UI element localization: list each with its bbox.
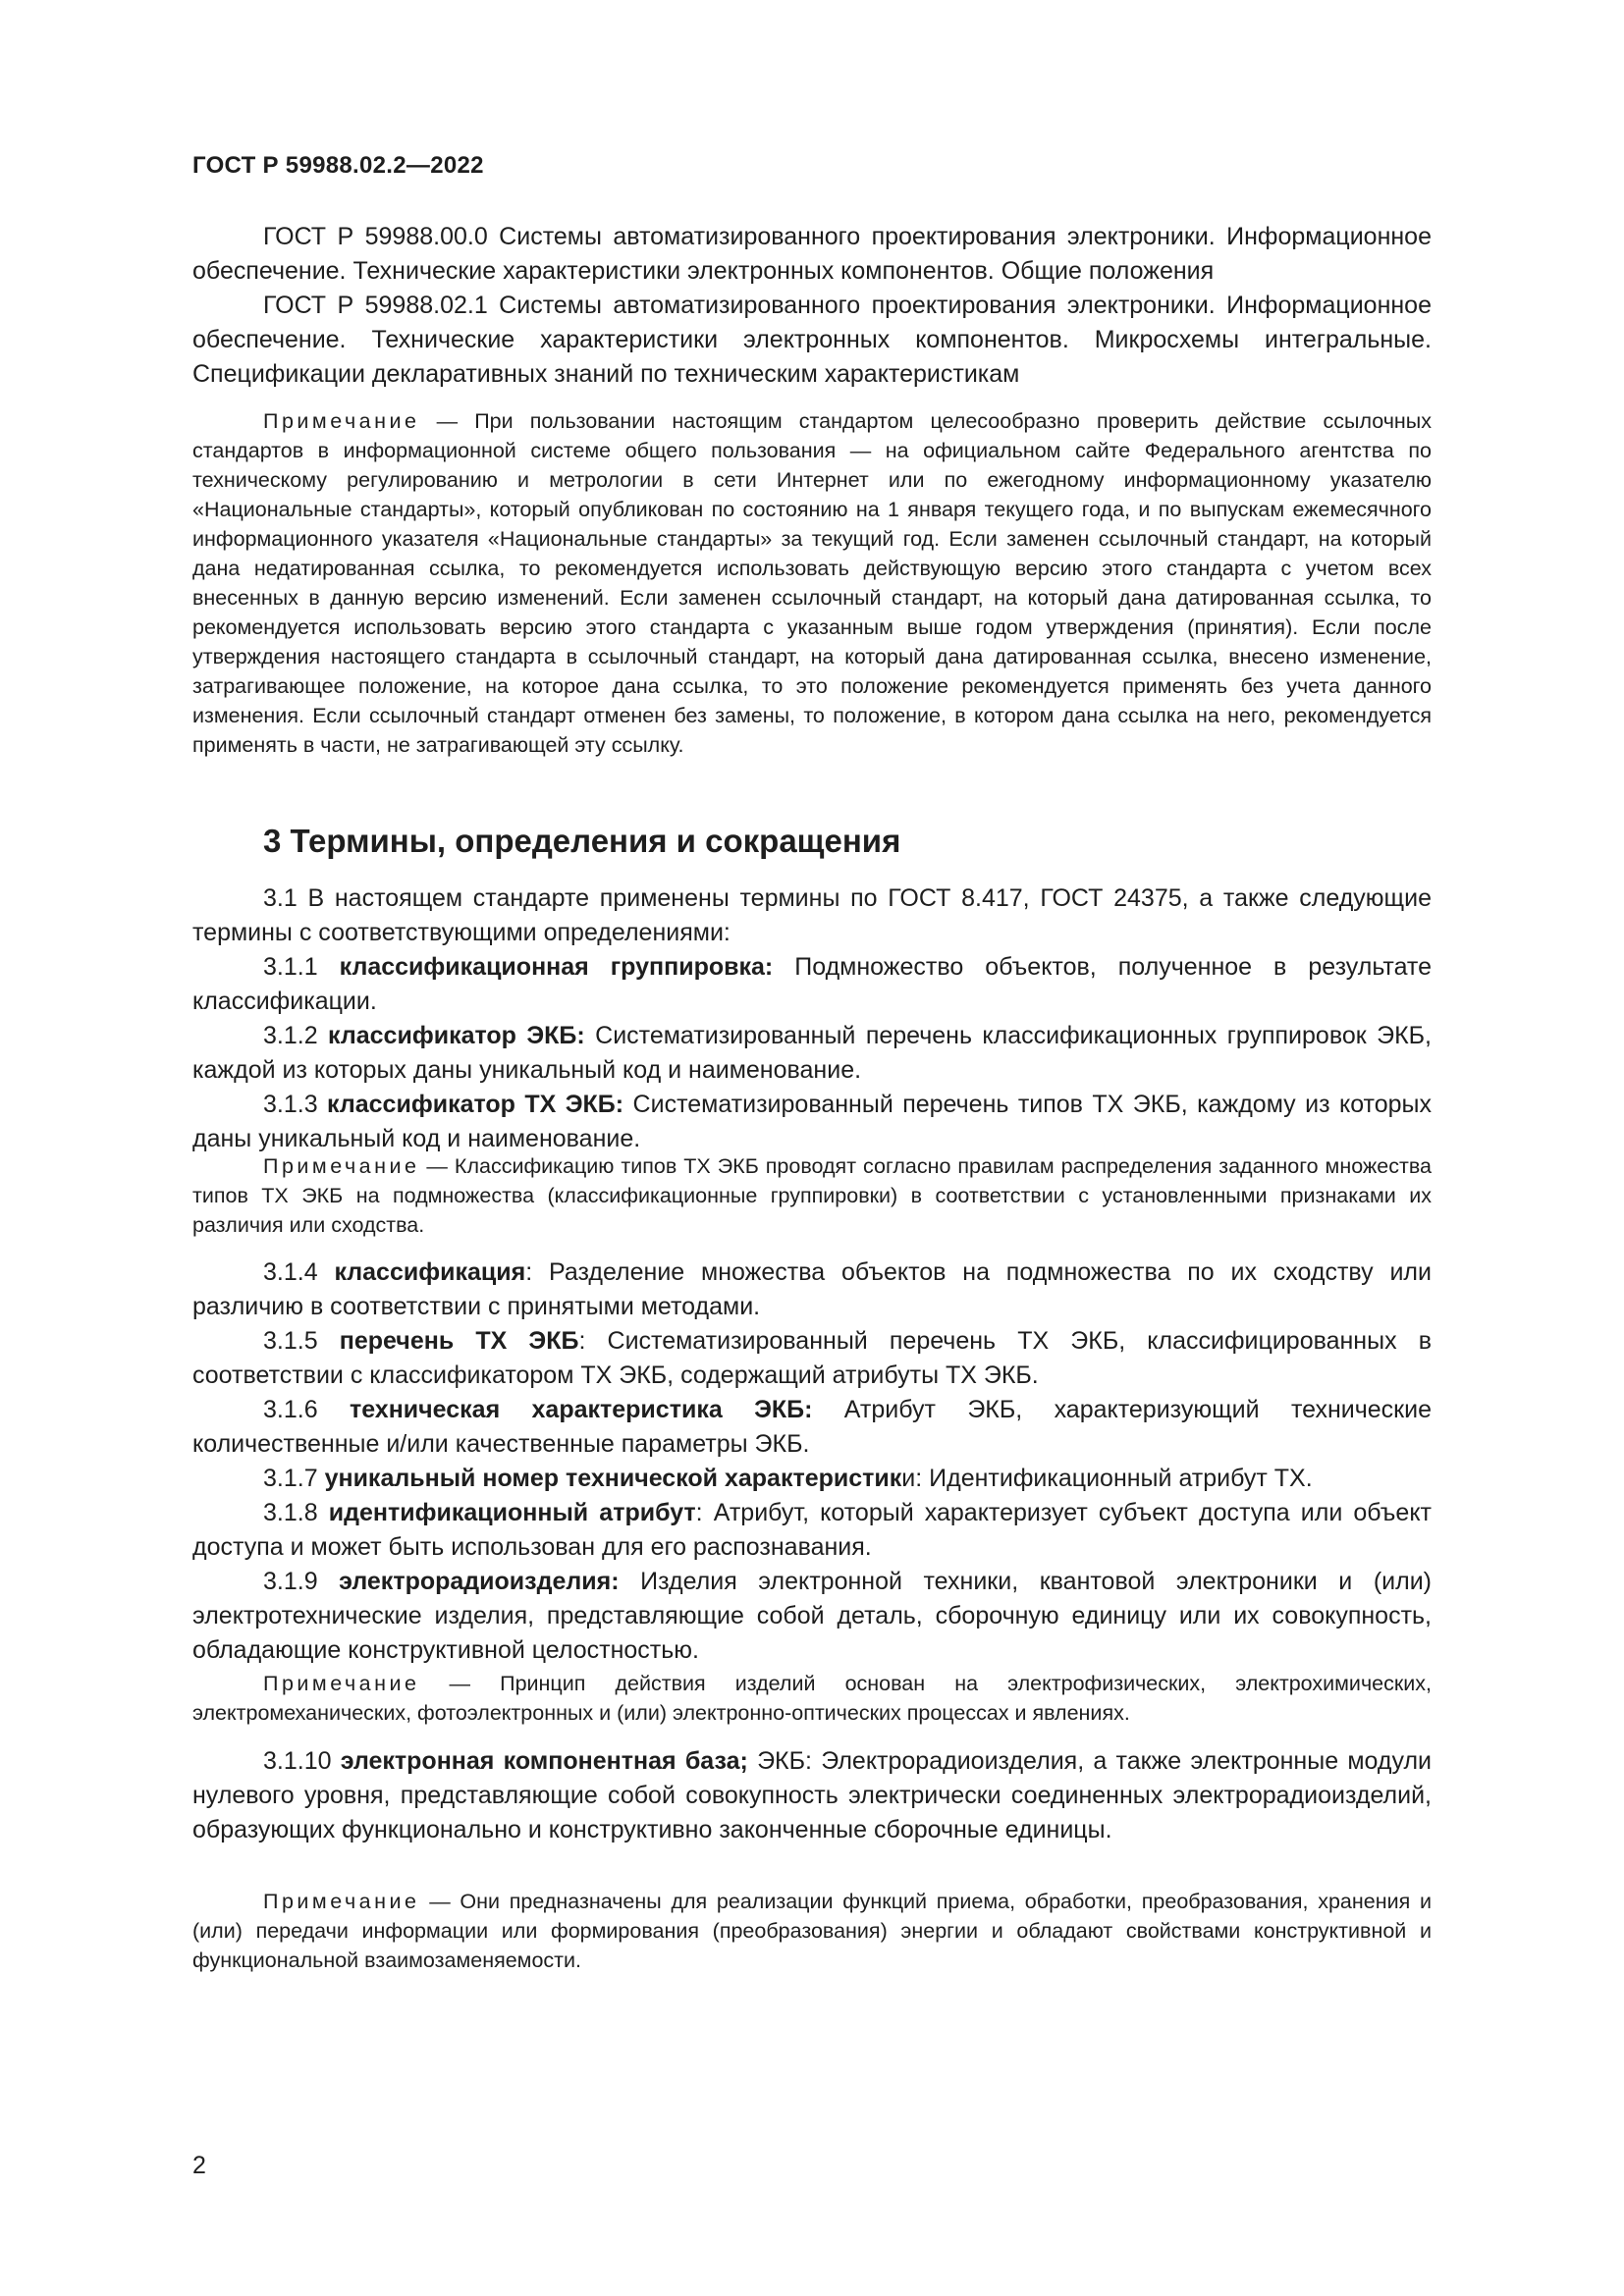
references-note — [192, 406, 1432, 760]
term-number: 3.1.7 — [263, 1465, 325, 1492]
reference-item: ГОСТ Р 59988.02.1 Системы автоматизированного проектирования электроники. Информационное обеспечение. Технические характеристики электронных компонентов. Микросхемы интегральные. Спецификации декларативных знаний по техническим характеристикам — [192, 292, 1432, 388]
term-definition: : Систематизированный перечень ТХ ЭКБ, классифицированных в соответствии с классификатором ТХ ЭКБ, содержащий атрибуты ТХ ЭКБ. — [192, 1327, 1433, 1389]
page-number: 2 — [192, 2152, 206, 2179]
term-name: уникальный номер технической характеристик — [324, 1465, 902, 1492]
note-block-1 — [192, 1151, 1432, 1240]
note-text: — Классификацию типов ТХ ЭКБ проводят согласно правилам распределения заданного множества типов ТХ ЭКБ на подмножества (классификационные группировки) в соответствии с установленными признаками их различия или сходства. — [192, 1154, 1432, 1237]
term-name: классификатор ЭКБ: — [328, 1022, 585, 1049]
term-entry — [192, 1744, 1432, 1847]
term-name: электронная компонентная база; — [340, 1747, 748, 1775]
note-text: — При пользовании настоящим стандартом целесообразно проверить действие ссылочных стандартов в информационной системе общего пользования — на официальном сайте Федерального агентства по техническому регулированию и метрологии в сети Интернет или по ежегодному информационному указателю «Национальные стандарты», который опубликован по состоянию на 1 января текущего года, и по выпускам ежемесячного информационного указателя «Национальные стандарты» за текущий год. Если заменен ссылочный стандарт, на который дана недатированная ссылка, то рекомендуется использовать действующую версию этого стандарта с учетом всех внесенных в данную версию изменений. Если заменен ссылочный стандарт, на который дана датированная ссылка, то рекомендуется использовать версию этого стандарта с указанным выше годом утверждения (принятия). Если после утверждения настоящего стандарта в ссылочный стандарт, на который дана датированная ссылка, внесено изменение, затрагивающее положение, на которое дана ссылка, то это положение рекомендуется применять без учета данного изменения. Если ссылочный стандарт отменен без замены, то положение, в котором дана ссылка на него, рекомендуется применять в части, не затрагивающей эту ссылку. — [192, 409, 1432, 757]
term-name: перечень ТХ ЭКБ — [339, 1327, 579, 1355]
terms-block-3 — [192, 1744, 1432, 1847]
term-number: 3.1.4 — [263, 1258, 335, 1286]
terms-block-1 — [192, 881, 1432, 1156]
term-name: техническая характеристика ЭКБ: — [349, 1396, 813, 1423]
references-block — [192, 220, 1432, 392]
note-text: — Они предназначены для реализации функций приема, обработки, преобразования, хранения и (или) передачи информации или формирования (преобразования) энергии и обладают свойствами конструктивной и функциональной взаимозаменяемости. — [192, 1890, 1432, 1972]
term-number: 3.1.1 — [263, 953, 340, 981]
term-definition: Систематизированный перечень классификационных группировок ЭКБ, каждой из которых даны уникальный код и наименование. — [192, 1022, 1432, 1084]
term-entry — [192, 1393, 1432, 1462]
term-name: идентификационный атрибут — [328, 1499, 696, 1526]
document-code: ГОСТ Р 59988.02.2—2022 — [192, 152, 484, 179]
term-number: 3.1.2 — [263, 1022, 329, 1049]
note-label: Примечание — [263, 409, 420, 433]
note-paragraph — [192, 1669, 1432, 1728]
term-name: классификатор ТХ ЭКБ: — [327, 1091, 624, 1118]
term-name: классификационная группировка: — [339, 953, 774, 981]
note-text: — Принцип действия изделий основан на электрофизических, электрохимических, электромеханических, фотоэлектронных и (или) электронно-оптических процессах и явлениях. — [192, 1672, 1432, 1725]
term-definition: Изделия электронной техники, квантовой электроники и (или) электротехнические изделия, представляющие собой деталь, сборочную единицу или их совокупность, обладающие конструктивной целостностью. — [192, 1568, 1432, 1664]
term-definition: и: Идентификационный атрибут ТХ. — [901, 1465, 1313, 1492]
terms-block-2 — [192, 1255, 1432, 1668]
term-definition: ЭКБ: Электрорадиоизделия, а также электронные модули нулевого уровня, представляющие собой совокупность электрически соединенных электрорадиоизделий, образующих функционально и конструктивно законченные сборочные единицы. — [192, 1747, 1432, 1843]
term-number: 3.1.10 — [263, 1747, 341, 1775]
note-label: Примечание — [263, 1890, 420, 1913]
term-number: 3.1.6 — [263, 1396, 350, 1423]
term-definition: : Разделение множества объектов на подмножества по их сходству или различию в соответствии с принятыми методами. — [192, 1258, 1432, 1320]
term-entry — [192, 1462, 1432, 1496]
term-definition: Систематизированный перечень типов ТХ ЭКБ, каждому из которых даны уникальный код и наименование. — [192, 1091, 1432, 1152]
term-entry — [192, 1255, 1432, 1324]
note-label: Примечание — [263, 1672, 420, 1695]
note-label: Примечание — [263, 1154, 420, 1178]
note-paragraph — [192, 406, 1432, 760]
term-number: 3.1.3 — [263, 1091, 328, 1118]
term-number: 3.1.5 — [263, 1327, 340, 1355]
term-entry — [192, 1019, 1432, 1088]
term-entry — [192, 1565, 1432, 1668]
term-entry — [192, 1324, 1432, 1393]
term-name: электрорадиоизделия: — [339, 1568, 620, 1595]
term-number: 3.1.9 — [263, 1568, 340, 1595]
term-number: 3.1.8 — [263, 1499, 329, 1526]
intro-paragraph: 3.1 В настоящем стандарте применены термины по ГОСТ 8.417, ГОСТ 24375, а также следующие термины с соответствующими определениями: — [192, 884, 1432, 946]
reference-item: ГОСТ Р 59988.00.0 Системы автоматизированного проектирования электроники. Информационное обеспечение. Технические характеристики электронных компонентов. Общие положения — [192, 223, 1432, 285]
note-block-3 — [192, 1887, 1432, 1975]
term-name: классификация — [334, 1258, 526, 1286]
term-entry — [192, 1496, 1432, 1565]
term-entry — [192, 1088, 1432, 1156]
note-block-2 — [192, 1669, 1432, 1728]
term-definition: : Атрибут, который характеризует субъект доступа или объект доступа и может быть использован для его распознавания. — [192, 1499, 1432, 1561]
section-title: 3 Термины, определения и сокращения — [263, 823, 901, 859]
note-paragraph — [192, 1887, 1432, 1975]
term-definition: Подмножество объектов, полученное в результате классификации. — [192, 953, 1432, 1015]
term-entry — [192, 950, 1432, 1019]
term-definition: Атрибут ЭКБ, характеризующий технические количественные и/или качественные параметры ЭКБ. — [192, 1396, 1432, 1458]
note-paragraph — [192, 1151, 1432, 1240]
